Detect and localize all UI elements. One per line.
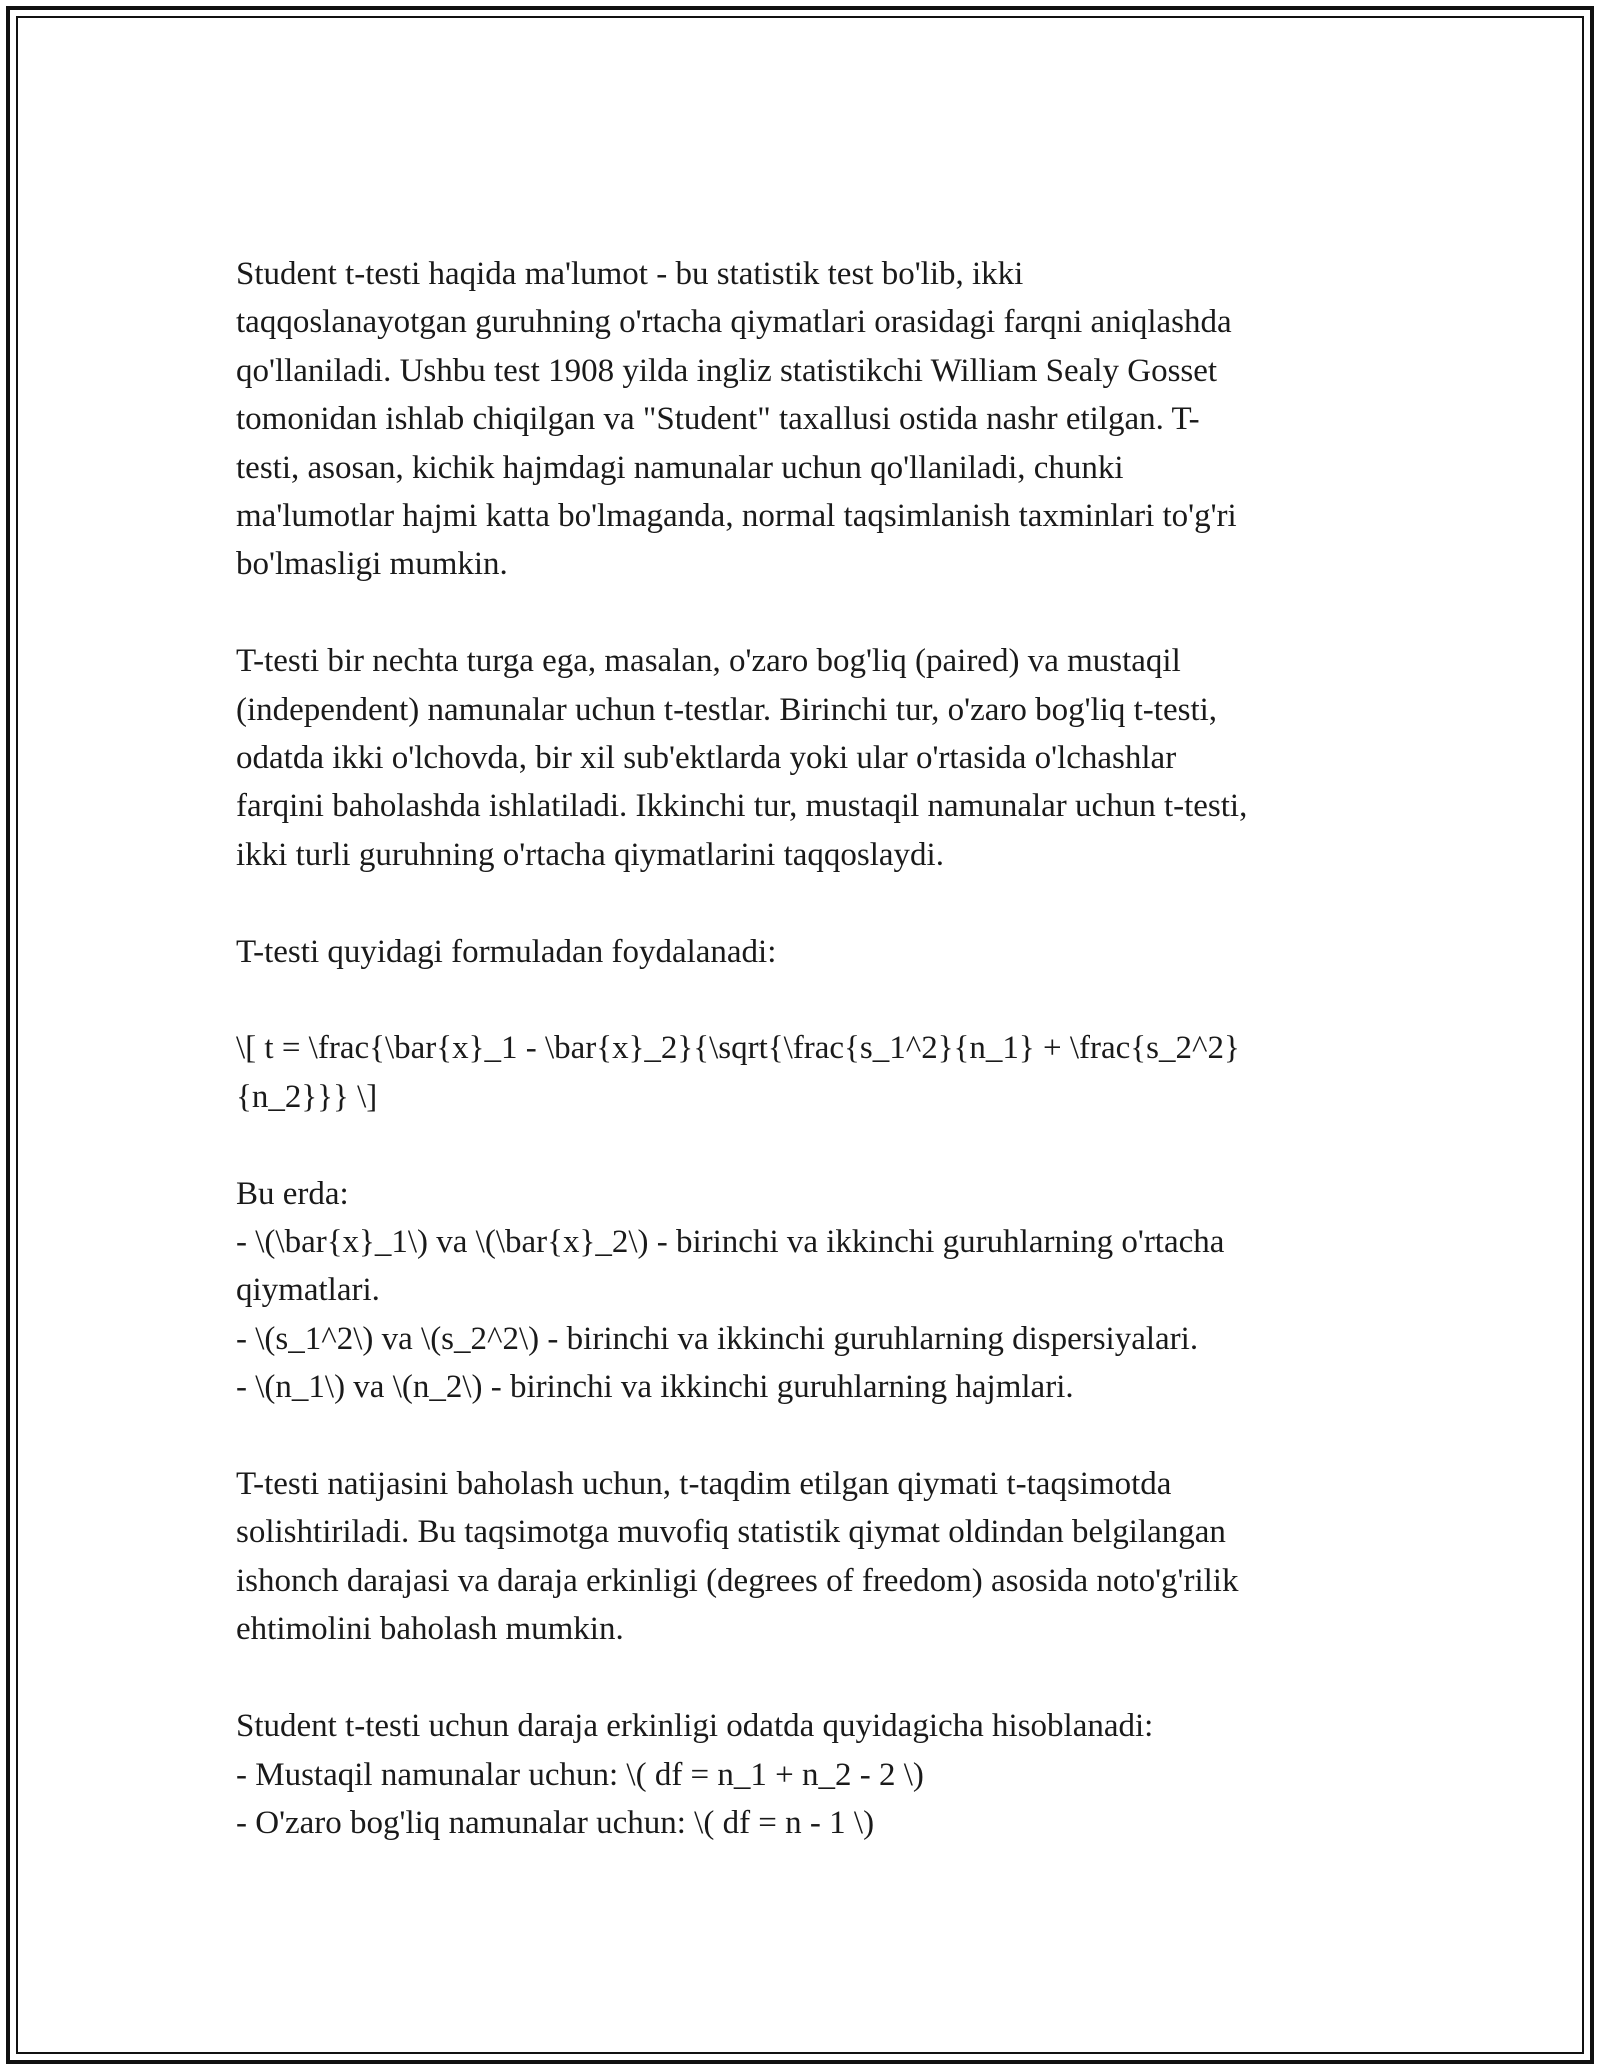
paragraph-degrees-of-freedom (236, 1702, 1386, 1847)
text-line: odatda ikki o'lchovda, bir xil sub'ektlarda yoki ular o'rtasida o'lchashlar (236, 740, 1177, 777)
text-line: Bu erda: (236, 1175, 349, 1212)
paragraph-types (236, 637, 1386, 879)
text-line: (independent) namunalar uchun t-testlar. Birinchi tur, o'zaro bog'liq t-testi, (236, 691, 1218, 728)
text-line: ehtimolini baholash mumkin. (236, 1611, 624, 1648)
text-line: testi, asosan, kichik hajmdagi namunalar uchun qo'llaniladi, chunki (236, 449, 1124, 486)
formula-block (236, 1024, 1386, 1121)
paragraph-formula-intro (236, 928, 1386, 976)
text-line: ikki turli guruhning o'rtacha qiymatlarini taqqoslaydi. (236, 836, 944, 873)
list-item: - O'zaro bog'liq namunalar uchun: \( df = n - 1 \) (236, 1804, 875, 1841)
text-line: farqini baholashda ishlatiladi. Ikkinchi tur, mustaqil namunalar uchun t-testi, (236, 788, 1248, 825)
text-line: Student t-testi haqida ma'lumot - bu statistik test bo'lib, ikki (236, 256, 1024, 292)
paragraph-definitions (236, 1170, 1386, 1412)
text-line: bo'lmasligi mumkin. (236, 546, 508, 583)
text-line: qiymatlari. (236, 1272, 380, 1309)
paragraph-evaluation (236, 1460, 1386, 1654)
text-line: T-testi natijasini baholash uchun, t-taqdim etilgan qiymati t-taqsimotda (236, 1466, 1172, 1503)
list-item: - \(\bar{x}_1\) va \(\bar{x}_2\) - birinchi va ikkinchi guruhlarning o'rtacha (236, 1224, 1225, 1261)
paragraph-intro (236, 250, 1386, 589)
formula-line: {n_2}}} \] (236, 1078, 378, 1115)
text-line: T-testi quyidagi formuladan foydalanadi: (236, 933, 777, 970)
list-item: - \(n_1\) va \(n_2\) - birinchi va ikkinchi guruhlarning hajmlari. (236, 1369, 1074, 1406)
text-line: solishtiriladi. Bu taqsimotga muvofiq statistik qiymat oldindan belgilangan (236, 1514, 1226, 1551)
text-line: Student t-testi uchun daraja erkinligi odatda quyidagicha hisoblanadi: (236, 1708, 1154, 1745)
formula-line: \[ t = \frac{\bar{x}_1 - \bar{x}_2}{\sqrt{\frac{s_1^2}{n_1} + \frac{s_2^2} (236, 1030, 1240, 1067)
text-line: tomonidan ishlab chiqilgan va "Student" taxallusi ostida nashr etilgan. T- (236, 401, 1200, 438)
text-line: taqqoslanayotgan guruhning o'rtacha qiymatlari orasidagi farqni aniqlashda (236, 304, 1232, 341)
text-line: ishonch darajasi va daraja erkinligi (degrees of freedom) asosida noto'g'rilik (236, 1562, 1239, 1599)
list-item: - Mustaqil namunalar uchun: \( df = n_1 + n_2 - 2 \) (236, 1756, 924, 1793)
document-body (236, 250, 1386, 1896)
text-line: qo'llaniladi. Ushbu test 1908 yilda ingliz statistikchi William Sealy Gosset (236, 352, 1218, 389)
text-line: T-testi bir nechta turga ega, masalan, o'zaro bog'liq (paired) va mustaqil (236, 643, 1181, 680)
list-item: - \(s_1^2\) va \(s_2^2\) - birinchi va ikkinchi guruhlarning dispersiyalari. (236, 1320, 1199, 1357)
text-line: ma'lumotlar hajmi katta bo'lmaganda, normal taqsimlanish taxminlari to'g'ri (236, 498, 1237, 535)
